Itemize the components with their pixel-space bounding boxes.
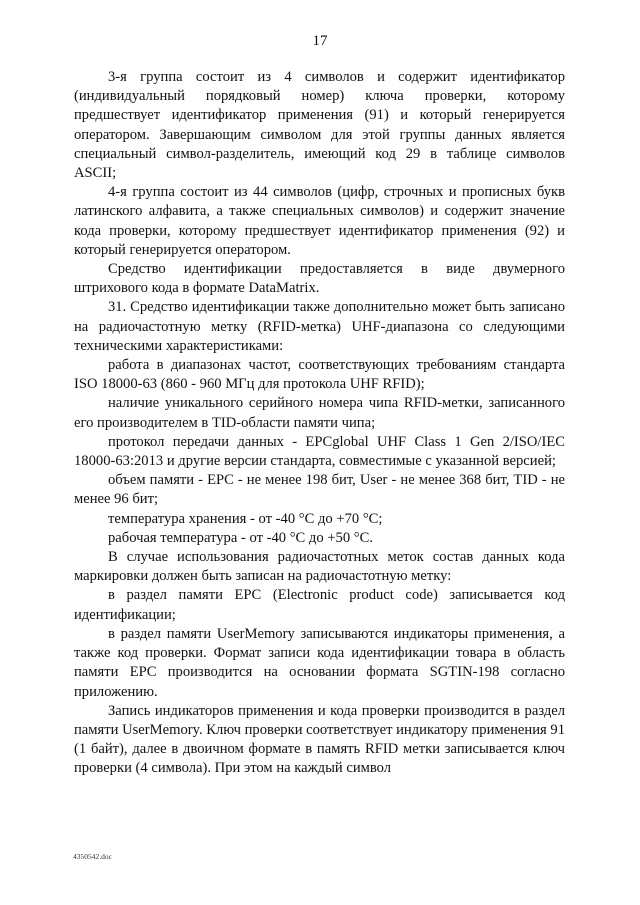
paragraph-protocol: протокол передачи данных - EPCglobal UHF Class 1 Gen 2/ISO/IEC 18000-63:2013 и другие версии стандарта, совместимые с указанной версией; <box>74 433 565 470</box>
page-number: 17 <box>312 33 328 49</box>
paragraph-memory: объем памяти - EPC - не менее 198 бит, User - не менее 368 бит, TID - не менее 96 бит; <box>74 472 565 508</box>
paragraph-operating-temp: рабочая температура - от -40 °С до +50 °С. <box>108 529 373 546</box>
document-body <box>74 68 565 779</box>
paragraph-storage-temp: температура хранения - от -40 °С до +70 °С; <box>108 510 383 527</box>
footer-document-code: 4350542.doc <box>73 852 112 861</box>
paragraph-datamatrix: Средство идентификации предоставляется в виде двумерного штрихового кода в формате DataMatrix. <box>74 261 565 297</box>
paragraph-group-3: 3-я группа состоит из 4 символов и содержит идентификатор (индивидуальный порядковый номер) ключа проверки, которому предшествует идентификатор применения (91) и который генерируется оператором. Завершающим символом для этой группы данных является специальный символ-разделитель, имеющий код 29 в таблице символов ASCII; <box>74 69 565 182</box>
paragraph-usermemory-section: в раздел памяти UserMemory записываются индикаторы применения, а также код проверки. Формат записи кода идентификации товара в область памяти EPC производится на основании формата SGTIN-198 согласно приложению. <box>74 625 565 700</box>
paragraph-frequency: работа в диапазонах частот, соответствующих требованиям стандарта ISO 18000-63 (860 - 960 МГц для протокола UHF RFID); <box>74 357 565 393</box>
paragraph-epc-section: в раздел памяти EPC (Electronic product code) записывается код идентификации; <box>74 587 565 623</box>
paragraph-rfid-usage: В случае использования радиочастотных меток состав данных кода маркировки должен быть записан на радиочастотную метку: <box>74 549 565 585</box>
paragraph-serial-number: наличие уникального серийного номера чипа RFID-метки, записанного его производителем в TID-области памяти чипа; <box>74 395 565 431</box>
paragraph-usermemory-record: Запись индикаторов применения и кода проверки производится в раздел памяти UserMemory. Ключ проверки соответствует индикатору применения 91 (1 байт), далее в двоичном формате в память RFID метки записывается ключ проверки (4 символа). При этом на каждый символ <box>74 702 565 777</box>
paragraph-group-4: 4-я группа состоит из 44 символов (цифр, строчных и прописных букв латинского алфавита, а также специальных символов) и содержит значение кода проверки, которому предшествует идентификатор применения (92) и который генерируется оператором. <box>74 184 565 258</box>
paragraph-item-31: 31. Средство идентификации также дополнительно может быть записано на радиочастотную метку (RFID-метка) UHF-диапазона со следующими техническими характеристиками: <box>74 299 565 354</box>
